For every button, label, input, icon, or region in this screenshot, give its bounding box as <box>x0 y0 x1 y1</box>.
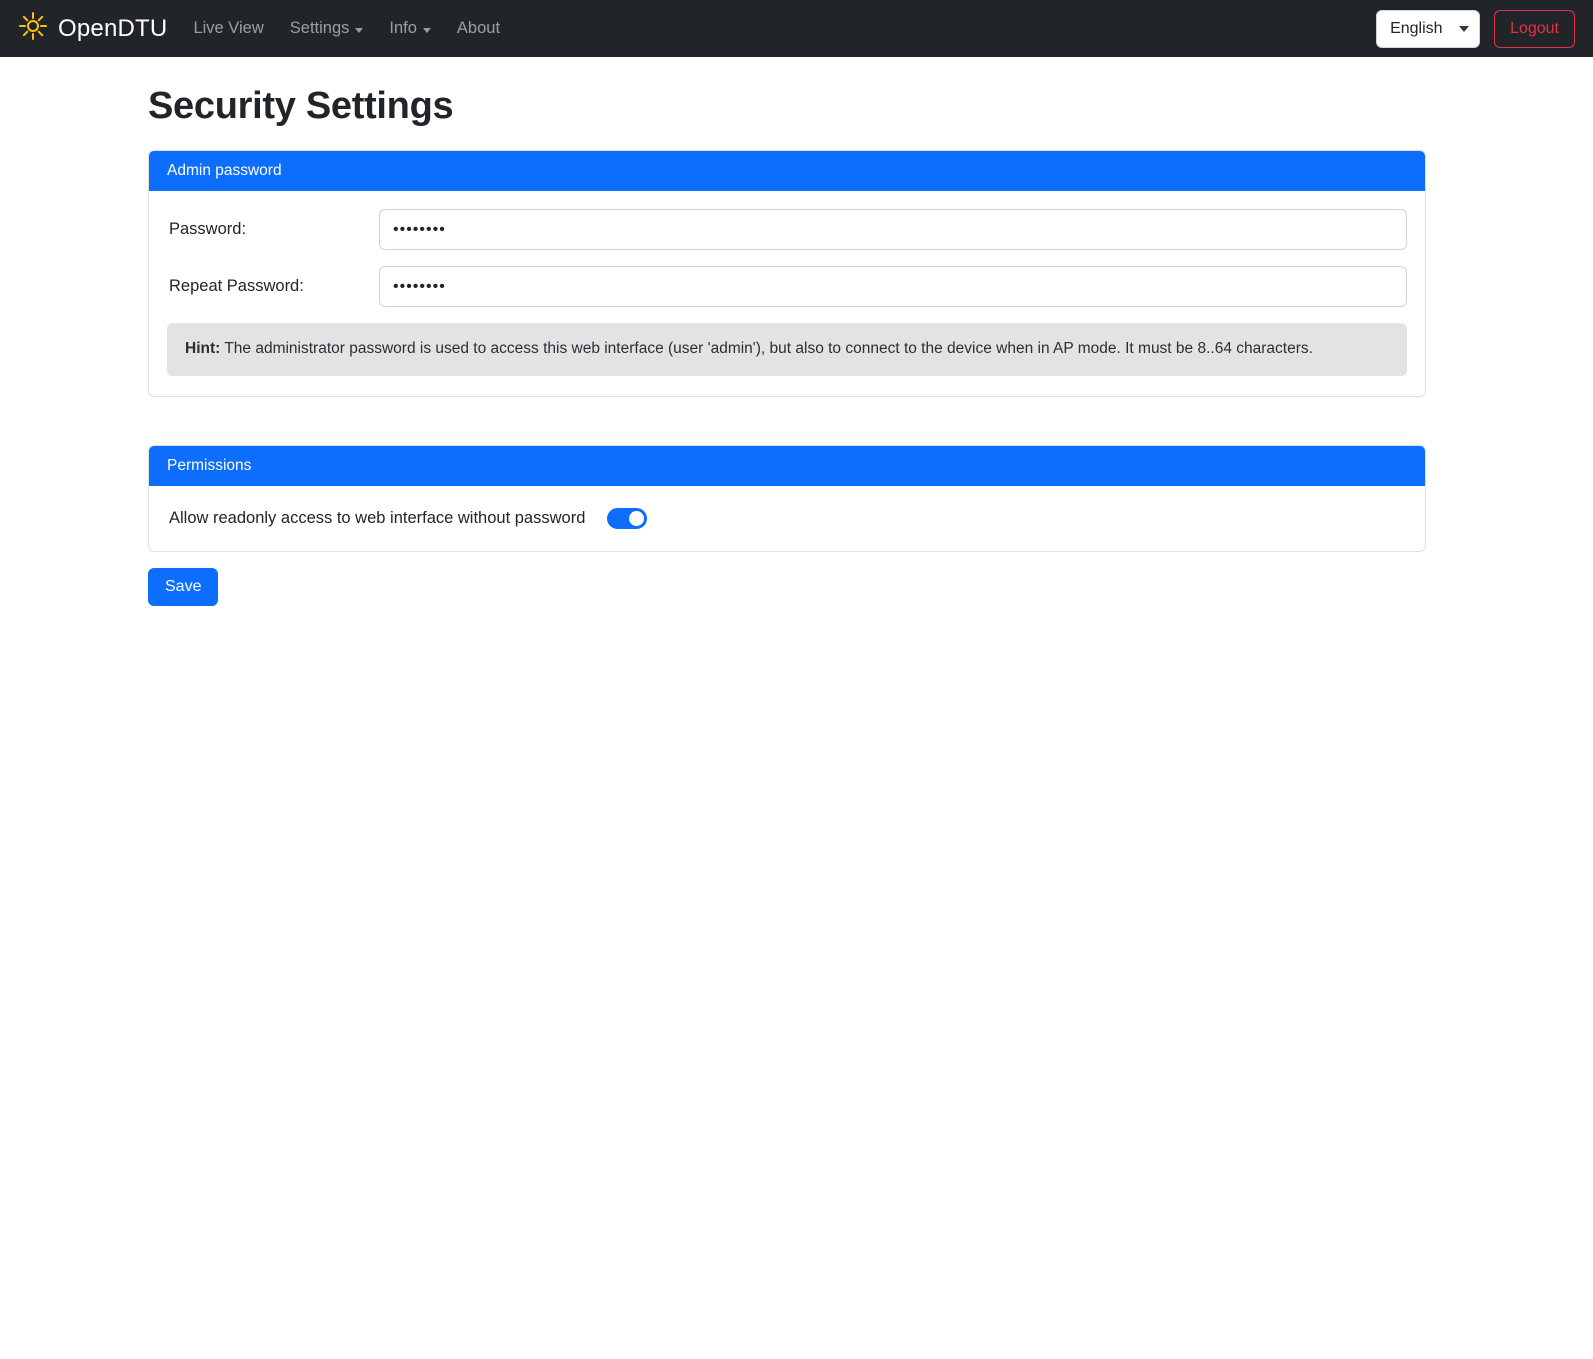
card-spacer <box>0 397 1593 445</box>
admin-password-card-body <box>149 191 1425 396</box>
nav-link-about[interactable] <box>457 19 500 38</box>
repeat-password-row <box>167 266 1407 307</box>
nav-link-settings-label: Settings <box>289 19 350 37</box>
password-label: Password: <box>169 220 247 238</box>
toggle-knob <box>629 511 644 526</box>
admin-password-card-header: Admin password <box>149 151 1425 191</box>
repeat-password-label: Repeat Password: <box>169 277 304 295</box>
language-select-value: English <box>1390 19 1443 37</box>
nav-link-live-view-label: Live View <box>193 19 264 37</box>
readonly-access-toggle[interactable] <box>607 508 647 529</box>
readonly-access-label: Allow readonly access to web interface without password <box>169 508 586 527</box>
permissions-card <box>148 445 1426 552</box>
password-input[interactable] <box>379 209 1407 250</box>
readonly-access-row <box>167 504 1407 531</box>
chevron-down-icon <box>1459 26 1469 32</box>
password-hint <box>167 323 1407 376</box>
chevron-down-icon <box>423 28 431 33</box>
nav-link-info[interactable] <box>389 19 431 38</box>
password-row <box>167 209 1407 250</box>
permissions-card-header: Permissions <box>149 446 1425 486</box>
logout-button[interactable]: Logout <box>1494 10 1575 48</box>
language-select[interactable] <box>1376 10 1480 48</box>
nav-link-settings[interactable] <box>290 19 364 38</box>
nav-link-info-label: Info <box>389 19 417 37</box>
top-navbar <box>0 0 1593 57</box>
page-title: Security Settings <box>148 85 454 127</box>
sun-icon <box>18 11 48 46</box>
nav-link-live-view[interactable] <box>193 19 263 38</box>
brand-label: OpenDTU <box>58 14 168 42</box>
admin-password-card <box>148 150 1426 397</box>
nav-link-about-label: About <box>456 19 501 37</box>
brand[interactable] <box>18 11 167 46</box>
page-content <box>0 85 1593 606</box>
password-hint-text: The administrator password is used to access this web interface (user 'admin'), but also to connect to the device when in AP mode. It must be 8..64 characters. <box>220 340 1313 357</box>
save-button[interactable]: Save <box>148 568 218 606</box>
repeat-password-input[interactable] <box>379 266 1407 307</box>
password-hint-prefix: Hint: <box>185 340 221 357</box>
permissions-card-body <box>149 486 1425 551</box>
navbar-right-group <box>1376 0 1575 57</box>
nav-links <box>193 19 500 38</box>
chevron-down-icon <box>355 28 363 33</box>
